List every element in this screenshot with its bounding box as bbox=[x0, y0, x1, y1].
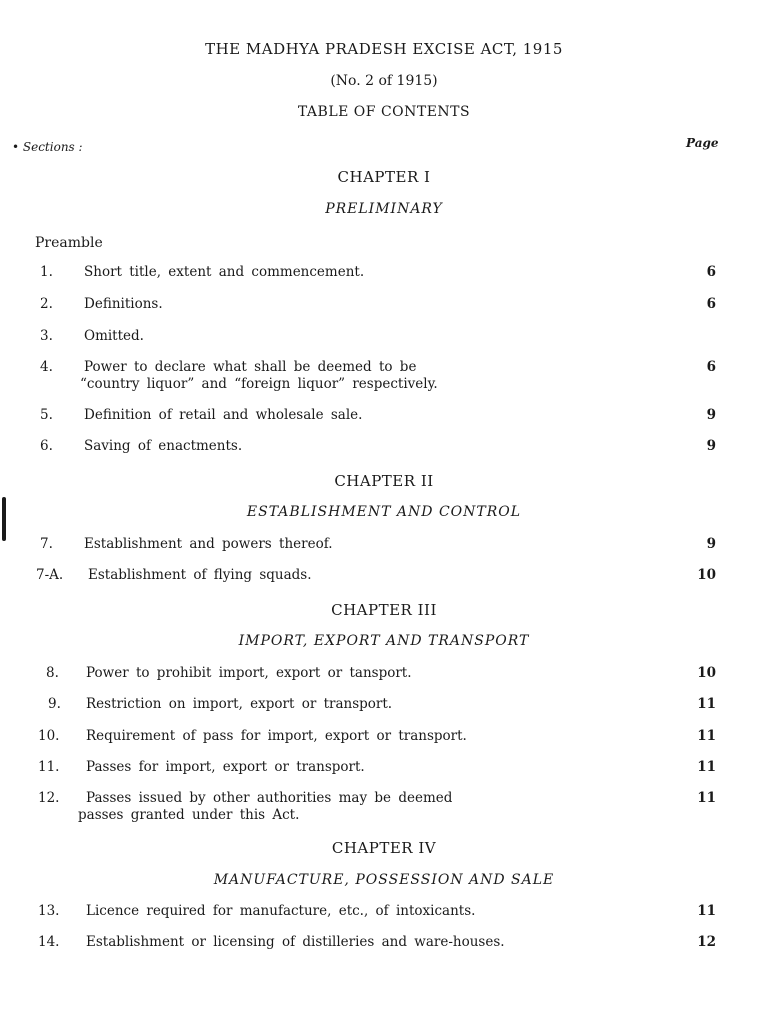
chapter-subheading: MANUFACTURE, POSSESSION AND SALE bbox=[213, 872, 555, 888]
page-column-label: Page bbox=[686, 136, 719, 150]
section-number: 3. bbox=[40, 328, 53, 344]
section-number: 2. bbox=[40, 296, 53, 312]
page-number: 11 bbox=[697, 790, 716, 806]
section-title-line: Saving of enactments. bbox=[84, 438, 243, 454]
section-title-line: Restriction on import, export or transport. bbox=[86, 696, 393, 712]
section-title bbox=[88, 567, 648, 584]
page-number: 11 bbox=[697, 728, 716, 744]
section-number: 8. bbox=[46, 665, 59, 681]
page-number: 6 bbox=[706, 359, 716, 375]
page-number: 10 bbox=[697, 665, 716, 681]
page-number: 11 bbox=[697, 903, 716, 919]
section-title bbox=[84, 438, 644, 455]
page-number: 9 bbox=[706, 536, 716, 552]
page-number: 6 bbox=[706, 264, 716, 280]
sections-label: • Sections : bbox=[12, 140, 83, 154]
section-title bbox=[86, 903, 646, 920]
chapter-subheading: IMPORT, EXPORT AND TRANSPORT bbox=[238, 633, 530, 649]
section-number: 14. bbox=[38, 934, 60, 950]
section-title-continuation: passes granted under this Act. bbox=[78, 807, 300, 823]
section-number: 13. bbox=[38, 903, 60, 919]
chapter-subheading: ESTABLISHMENT AND CONTROL bbox=[246, 504, 522, 520]
act-title: THE MADHYA PRADESH EXCISE ACT, 1915 bbox=[205, 40, 563, 58]
page-number: 6 bbox=[706, 296, 716, 312]
section-title bbox=[84, 296, 644, 313]
page-number: 9 bbox=[706, 407, 716, 423]
section-title bbox=[84, 264, 644, 281]
chapter-heading: CHAPTER II bbox=[334, 472, 434, 490]
section-title-continuation: “country liquor” and “foreign liquor” respectively. bbox=[80, 376, 438, 392]
section-number: 4. bbox=[40, 359, 53, 375]
section-title-line: Power to declare what shall be deemed to be bbox=[84, 359, 417, 375]
section-title-line: Passes issued by other authorities may be deemed bbox=[86, 790, 453, 806]
section-title-line: Establishment of flying squads. bbox=[88, 567, 312, 583]
section-number: 7-A. bbox=[36, 567, 64, 583]
section-title-line: Requirement of pass for import, export or transport. bbox=[86, 728, 467, 744]
section-title-line: Licence required for manufacture, etc., of intoxicants. bbox=[86, 903, 476, 919]
section-number: 6. bbox=[40, 438, 53, 454]
section-title-line: Short title, extent and commencement. bbox=[84, 264, 365, 280]
section-number: 10. bbox=[38, 728, 60, 744]
section-title bbox=[84, 407, 644, 424]
act-number: (No. 2 of 1915) bbox=[330, 73, 438, 89]
chapter-heading: CHAPTER III bbox=[331, 601, 437, 619]
chapter-heading: CHAPTER I bbox=[337, 168, 431, 186]
page-number: 9 bbox=[706, 438, 716, 454]
section-number: 7. bbox=[40, 536, 53, 552]
page-number: 12 bbox=[697, 934, 716, 950]
section-title bbox=[84, 328, 644, 345]
chapter-subheading: PRELIMINARY bbox=[325, 201, 443, 217]
preamble-label: Preamble bbox=[35, 235, 103, 251]
page-number: 11 bbox=[697, 759, 716, 775]
section-title bbox=[86, 696, 646, 713]
page-number: 11 bbox=[697, 696, 716, 712]
section-title-line: Passes for import, export or transport. bbox=[86, 759, 365, 775]
toc-title: TABLE OF CONTENTS bbox=[297, 104, 471, 120]
section-title-line: Establishment and powers thereof. bbox=[84, 536, 333, 552]
section-title bbox=[84, 536, 644, 553]
section-title bbox=[78, 790, 646, 824]
section-title-line: Omitted. bbox=[84, 328, 144, 344]
section-title-line: Power to prohibit import, export or tansport. bbox=[86, 665, 412, 681]
section-title-line: Definitions. bbox=[84, 296, 163, 312]
section-title bbox=[86, 665, 646, 682]
section-number: 9. bbox=[48, 696, 61, 712]
chapter-heading: CHAPTER IV bbox=[331, 839, 437, 857]
section-title-line: Establishment or licensing of distilleries and ware-houses. bbox=[86, 934, 505, 950]
section-number: 5. bbox=[40, 407, 53, 423]
section-title bbox=[86, 759, 646, 776]
section-title-line: Definition of retail and wholesale sale. bbox=[84, 407, 363, 423]
section-title bbox=[86, 934, 646, 951]
page-number: 10 bbox=[697, 567, 716, 583]
section-title bbox=[80, 359, 644, 393]
section-number: 1. bbox=[40, 264, 53, 280]
section-number: 11. bbox=[38, 759, 60, 775]
section-title bbox=[86, 728, 646, 745]
section-number: 12. bbox=[38, 790, 60, 806]
